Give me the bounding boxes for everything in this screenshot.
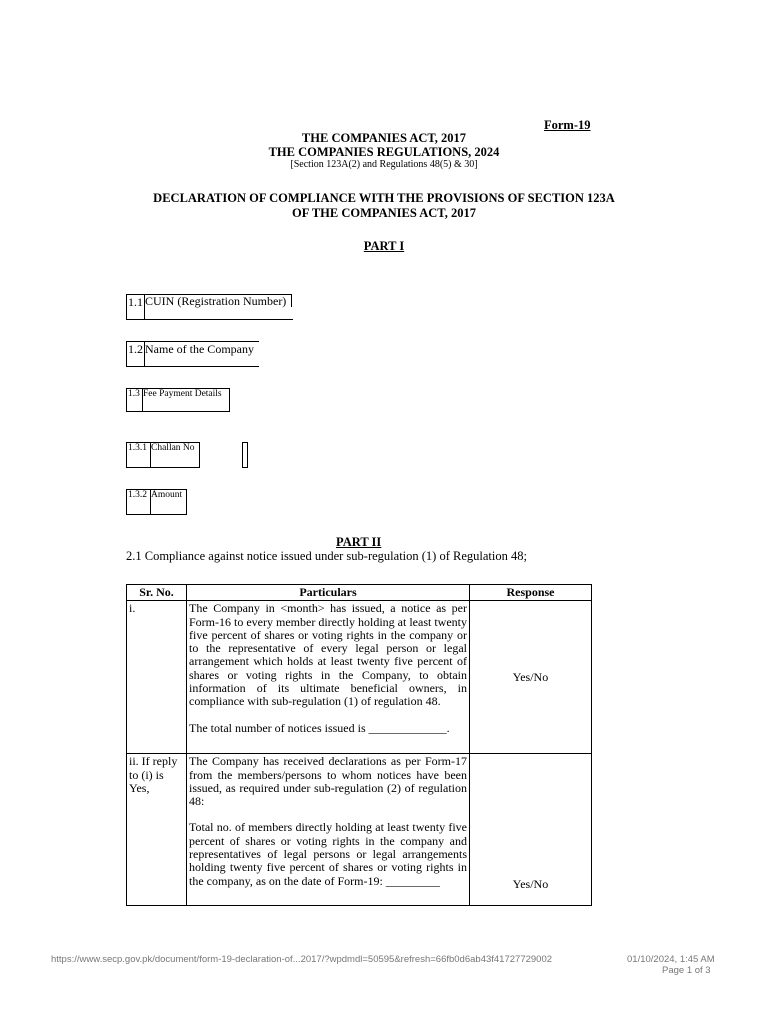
declaration-title-line2: OF THE COMPANIES ACT, 2017 <box>292 206 476 220</box>
field-label: Challan No <box>150 442 200 468</box>
header-response: Response <box>470 585 592 601</box>
field-number: 1.3.2 <box>126 489 151 515</box>
field-number: 1.2 <box>126 341 145 367</box>
table-row <box>127 754 592 906</box>
row-sr-no: i. <box>127 601 187 754</box>
particulars-text: The Company in <month> has issued, a notice as per Form-16 to every member directly holding at least twenty five percent of shares or voting rights in the company or to the representative of every legal person or legal arrangement which holds at least twenty five percent of shares or voting rights in the Company, to obtain information of its ultimate beneficial owners, in compliance with sub-regulation (1) of regulation 48. <box>189 601 467 709</box>
particulars-notice-count: The total number of notices issued is _____________. <box>189 720 450 735</box>
field-cuin-topline <box>144 294 292 295</box>
field-challan-no <box>126 442 200 468</box>
row-response[interactable]: Yes/No <box>470 754 592 906</box>
challan-no-input[interactable] <box>242 442 248 468</box>
form-number: Form-19 <box>544 118 591 132</box>
section-reference: [Section 123A(2) and Regulations 48(5) & 30] <box>290 159 478 170</box>
part1-title: PART I <box>363 239 405 253</box>
field-label: CUIN (Registration Number) <box>144 294 293 320</box>
footer-page-number: Page 1 of 3 <box>662 965 711 976</box>
row-particulars <box>187 601 470 754</box>
row-particulars <box>187 754 470 906</box>
footer-datetime: 01/10/2024, 1:45 AM <box>627 954 715 965</box>
declaration-title-line1: DECLARATION OF COMPLIANCE WITH THE PROVISIONS OF SECTION 123A <box>153 191 615 205</box>
field-company-name <box>126 341 260 367</box>
table-row <box>127 601 592 754</box>
compliance-table <box>126 584 592 906</box>
field-label: Name of the Company <box>144 341 259 367</box>
field-number: 1.3.1 <box>126 442 151 468</box>
field-label: Amount <box>150 489 187 515</box>
header-particulars: Particulars <box>187 585 470 601</box>
field-label: Fee Payment Details <box>142 388 230 412</box>
act-title: THE COMPANIES ACT, 2017 <box>301 131 467 145</box>
field-amount <box>126 489 187 515</box>
row-response[interactable]: Yes/No <box>470 601 592 754</box>
regulations-title: THE COMPANIES REGULATIONS, 2024 <box>268 145 500 159</box>
table-header-row <box>127 585 592 601</box>
header-sr-no: Sr. No. <box>127 585 187 601</box>
particulars-member-count: Total no. of members directly holding at least twenty five percent of shares or voting rights in the company and representatives of legal persons or legal arrangements holding twenty five percent of shares or voting rights in the company, as on the date of Form-19: _________ <box>189 820 467 888</box>
part2-subtitle: 2.1 Compliance against notice issued under sub-regulation (1) of Regulation 48; <box>126 549 527 563</box>
footer-url[interactable]: https://www.secp.gov.pk/document/form-19-declaration-of...2017/?wpdmdl=50595&refresh=66fb0d6ab43f41727729002 <box>51 954 553 965</box>
field-number: 1.1 <box>126 294 145 320</box>
part2-title: PART II <box>336 535 382 549</box>
row-sr-no: ii. If reply to (i) is Yes, <box>127 754 187 906</box>
field-cuin <box>126 294 294 320</box>
field-cuin-rightline <box>291 294 292 307</box>
particulars-text: The Company has received declarations as per Form-17 from the members/persons to whom notices have been issued, as required under sub-regulation (2) of regulation 48: <box>189 754 467 809</box>
field-number: 1.3 <box>126 388 143 412</box>
field-fee-payment <box>126 388 230 412</box>
